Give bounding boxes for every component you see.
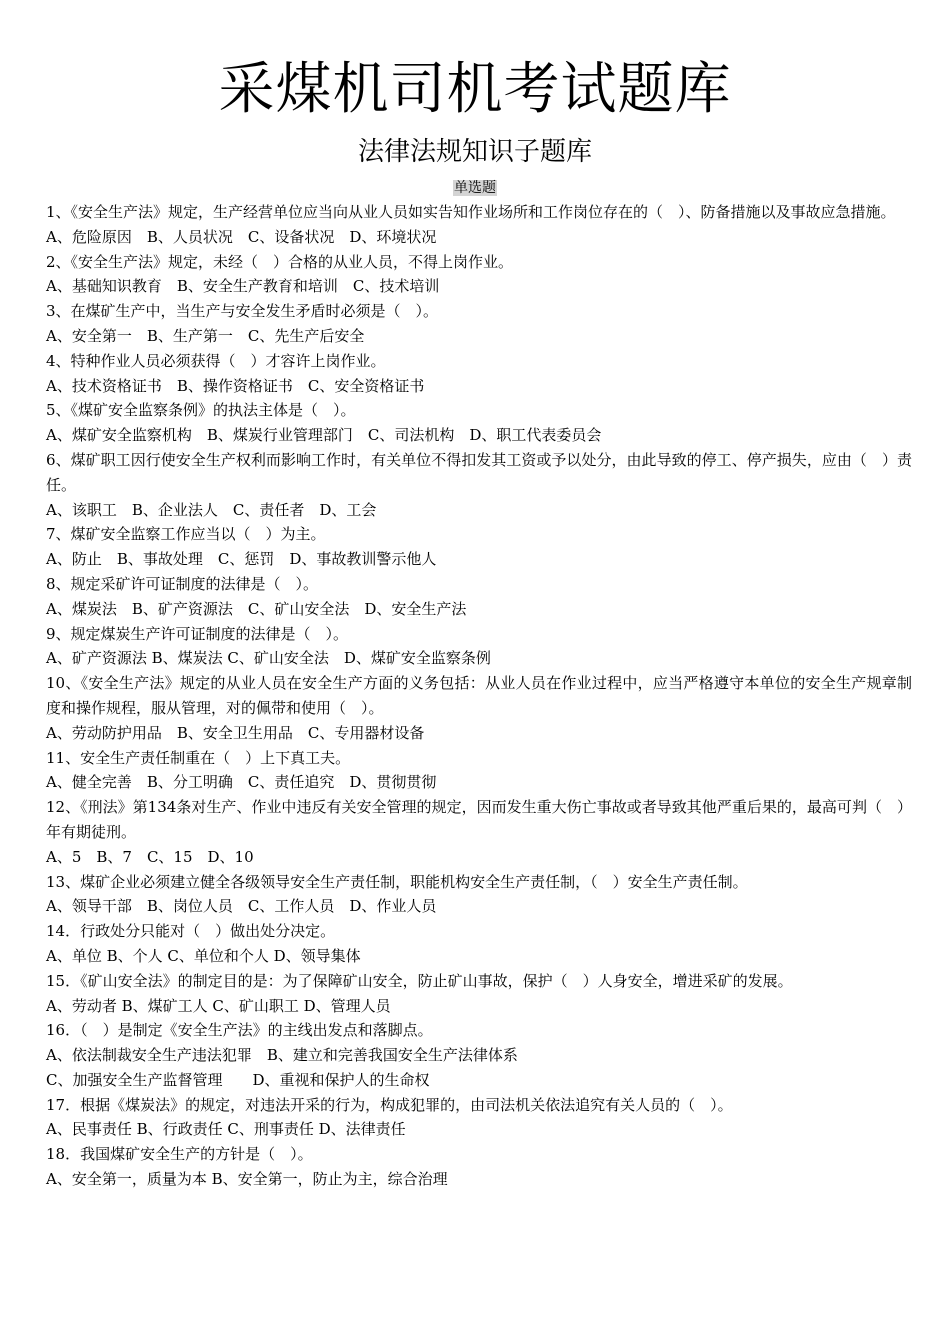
question-line: 1、《安全生产法》规定，生产经营单位应当向从业人员如实告知作业场所和工作岗位存在的（ ）、防备措施以及事故应急措施。 xyxy=(46,203,896,221)
question-line: 3、在煤矿生产中，当生产与安全发生矛盾时必须是（ ）。 xyxy=(46,302,439,321)
question-line: 14．行政处分只能对（ ）做出处分决定。 xyxy=(46,922,336,941)
section-heading xyxy=(0,178,950,198)
question-line: A、民事责任 B、行政责任 C、刑事责任 D、法律责任 xyxy=(46,1120,406,1139)
question-line: 2、《安全生产法》规定，未经（ ）合格的从业人员，不得上岗作业。 xyxy=(46,252,514,271)
question-line: 16．（ ）是制定《安全生产法》的主线出发点和落脚点。 xyxy=(46,1021,433,1040)
question-line: A、防止 B、事故处理 C、惩罚 D、事故教训警示他人 xyxy=(46,550,437,569)
question-line: 18．我国煤矿安全生产的方针是（ ）。 xyxy=(46,1145,313,1164)
question-line: 5、《煤矿安全监察条例》的执法主体是（ ）。 xyxy=(46,401,356,420)
question-line: A、危险原因 B、人员状况 C、设备状况 D、环境状况 xyxy=(46,227,437,246)
document-subtitle: 法律法规知识子题库 xyxy=(357,137,592,167)
question-line: 6、煤矿职工因行使安全生产权利而影响工作时，有关单位不得扣发其工资或予以处分，由此导致的停工、停产损失，应由（ ）责任。 xyxy=(46,450,912,494)
question-line: 10、《安全生产法》规定的从业人员在安全生产方面的义务包括：从业人员在作业过程中，应当严格遵守本单位的安全生产规章制度和操作规程，服从管理，对的佩带和使用（ ）。 xyxy=(46,674,912,717)
question-line: C、加强安全生产监督管理 D、重视和保护人的生命权 xyxy=(46,1070,430,1089)
question-list xyxy=(46,200,912,1192)
question-line: 7、煤矿安全监察工作应当以（ ）为主。 xyxy=(46,525,326,544)
question-line: A、技术资格证书 B、操作资格证书 C、安全资格证书 xyxy=(46,376,425,395)
question-line: 8、规定采矿许可证制度的法律是（ ）。 xyxy=(46,574,319,593)
document-title: 采煤机司机考试题库 xyxy=(218,57,732,122)
question-line: 9、规定煤炭生产许可证制度的法律是（ ）。 xyxy=(46,624,349,643)
question-line: A、劳动者 B、煤矿工人 C、矿山职工 D、管理人员 xyxy=(46,996,391,1015)
question-line: A、劳动防护用品 B、安全卫生用品 C、专用器材设备 xyxy=(46,723,425,742)
question-line: A、煤矿安全监察机构 B、煤炭行业管理部门 C、司法机构 D、职工代表委员会 xyxy=(46,426,602,445)
question-line: A、5 B、7 C、15 D、10 xyxy=(46,847,254,866)
question-line: A、煤炭法 B、矿产资源法 C、矿山安全法 D、安全生产法 xyxy=(46,599,467,618)
question-line: A、安全第一，质量为本 B、安全第一，防止为主，综合治理 xyxy=(46,1170,448,1189)
question-line: A、单位 B、个人 C、单位和个人 D、领导集体 xyxy=(46,946,361,965)
question-line: A、健全完善 B、分工明确 C、责任追究 D、贯彻贯彻 xyxy=(46,773,437,792)
question-line: A、领导干部 B、岗位人员 C、工作人员 D、作业人员 xyxy=(46,897,437,916)
question-line: 11、安全生产责任制重在（ ）上下真工夫。 xyxy=(46,748,351,767)
question-line: 17．根据《煤炭法》的规定，对违法开采的行为，构成犯罪的，由司法机关依法追究有关人员的（ ）。 xyxy=(46,1095,733,1114)
question-line: 12、《刑法》第134条对生产、作业中违反有关安全管理的规定，因而发生重大伤亡事故或者导致其他严重后果的，最高可判（ ）年有期徒刑。 xyxy=(46,798,912,841)
question-line: 13、煤矿企业必须建立健全各级领导安全生产责任制，职能机构安全生产责任制，（ ）安全生产责任制。 xyxy=(46,872,748,891)
question-line: A、依法制裁安全生产违法犯罪 B、建立和完善我国安全生产法律体系 xyxy=(46,1046,518,1065)
question-line: A、安全第一 B、生产第一 C、先生产后安全 xyxy=(46,326,365,345)
question-line: 15．《矿山安全法》的制定目的是：为了保障矿山安全，防止矿山事故，保护（ ）人身安全，增进采矿的发展。 xyxy=(46,971,793,990)
section-label: 单选题 xyxy=(454,180,496,196)
question-line: 4、特种作业人员必须获得（ ）才容许上岗作业。 xyxy=(46,351,386,370)
question-line: A、矿产资源法 B、煤炭法 C、矿山安全法 D、煤矿安全监察条例 xyxy=(46,649,491,668)
question-line: A、基础知识教育 B、安全生产教育和培训 C、技术培训 xyxy=(46,277,440,296)
question-line: A、该职工 B、企业法人 C、责任者 D、工会 xyxy=(46,500,377,519)
